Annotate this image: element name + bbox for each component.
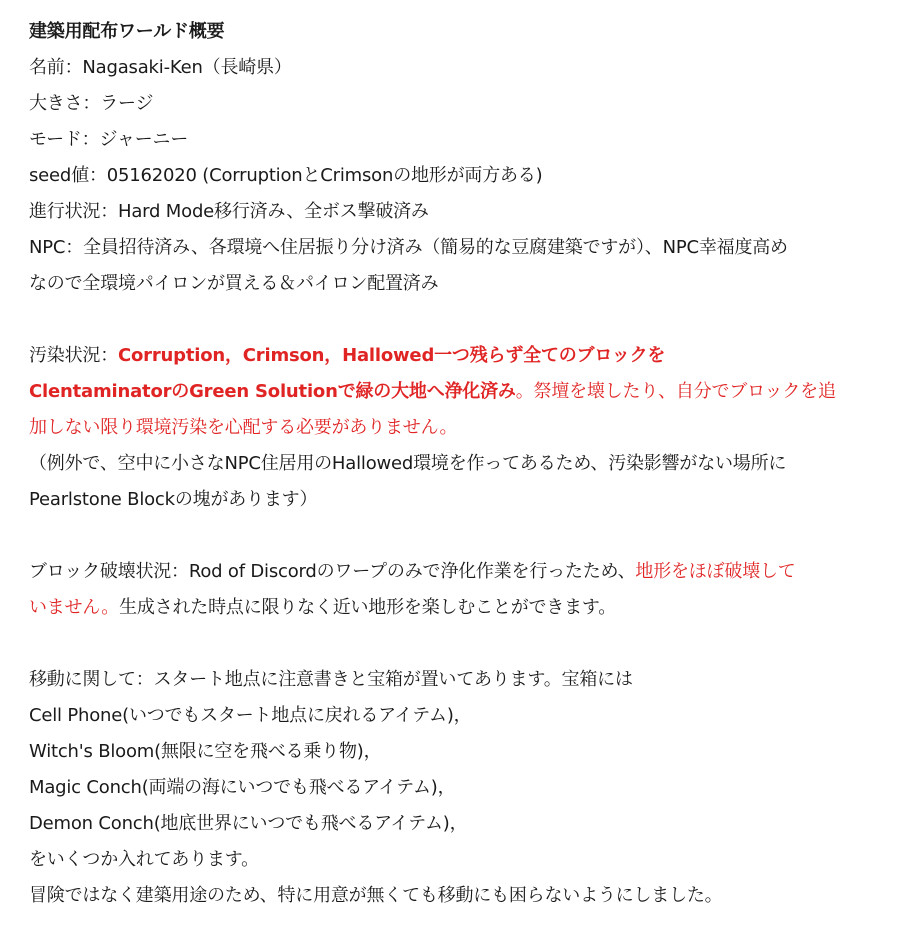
pollution-line-1 <box>29 338 889 374</box>
block-line-2 <box>29 590 889 626</box>
move-line-7: 冒険ではなく建築用途のため、特に用意が無くても移動にも困らないようにしました。 <box>29 885 723 906</box>
game-mode-line: モード：ジャーニー <box>29 129 189 150</box>
pollution-line-2 <box>29 374 889 410</box>
move-item-magic-conch: Magic Conch(両端の海にいつでも飛べるアイテム)， <box>29 777 456 798</box>
progress-line: 進行状況：Hard Mode移行済み、全ボス撃破済み <box>29 201 429 222</box>
pollution-line-3: 加しない限り環境汚染を心配する必要がありません。 <box>29 417 458 438</box>
seed-line: seed値：05162020 (CorruptionとCrimsonの地形が両方ある) <box>29 165 543 186</box>
npc-line-1: NPC：全員招待済み、各環境へ住居振り分け済み（簡易的な豆腐建築ですが）、NPC幸福度高め <box>29 237 788 258</box>
block-highlight-1: 地形をほぼ破壊して <box>635 561 796 582</box>
pollution-highlight-1: Corruption，Crimson，Hallowed一つ残らず全てのブロックを <box>118 345 666 366</box>
npc-line-2: なので全環境パイロンが買える＆パイロン配置済み <box>29 273 439 294</box>
pollution-warning-2: 。祭壇を壊したり、自分でブロックを追 <box>515 381 836 402</box>
document-body <box>29 14 889 914</box>
world-size-line: 大きさ：ラージ <box>29 93 154 114</box>
spacer <box>29 302 889 338</box>
move-line-6: をいくつか入れてあります。 <box>29 849 259 870</box>
pollution-note-2: Pearlstone Blockの塊があります） <box>29 489 318 510</box>
document-title: 建築用配布ワールド概要 <box>29 21 225 42</box>
spacer <box>29 518 889 554</box>
pollution-note-1: （例外で、空中に小さなNPC住居用のHallowed環境を作ってあるため、汚染影響がない場所に <box>29 453 787 474</box>
move-item-demon-conch: Demon Conch(地底世界にいつでも飛べるアイテム)， <box>29 813 468 834</box>
world-name-line: 名前：Nagasaki-Ken（長崎県） <box>29 57 292 78</box>
block-text-2: 生成された時点に限りなく近い地形を楽しむことができます。 <box>119 597 617 618</box>
pollution-label: 汚染状況： <box>29 345 118 366</box>
move-item-cell-phone: Cell Phone(いつでもスタート地点に戻れるアイテム)， <box>29 705 472 726</box>
spacer <box>29 626 889 662</box>
block-label: ブロック破壊状況：Rod of Discordのワープのみで浄化作業を行ったため、 <box>29 561 636 582</box>
move-line-1: 移動に関して：スタート地点に注意書きと宝箱が置いてあります。宝箱には <box>29 669 633 690</box>
move-item-witchs-bloom: Witch's Bloom(無限に空を飛べる乗り物)， <box>29 741 382 762</box>
block-line-1 <box>29 554 889 590</box>
block-highlight-2: いません。 <box>29 597 120 618</box>
pollution-highlight-2: ClentaminatorのGreen Solutionで緑の大地へ浄化済み <box>29 381 516 402</box>
